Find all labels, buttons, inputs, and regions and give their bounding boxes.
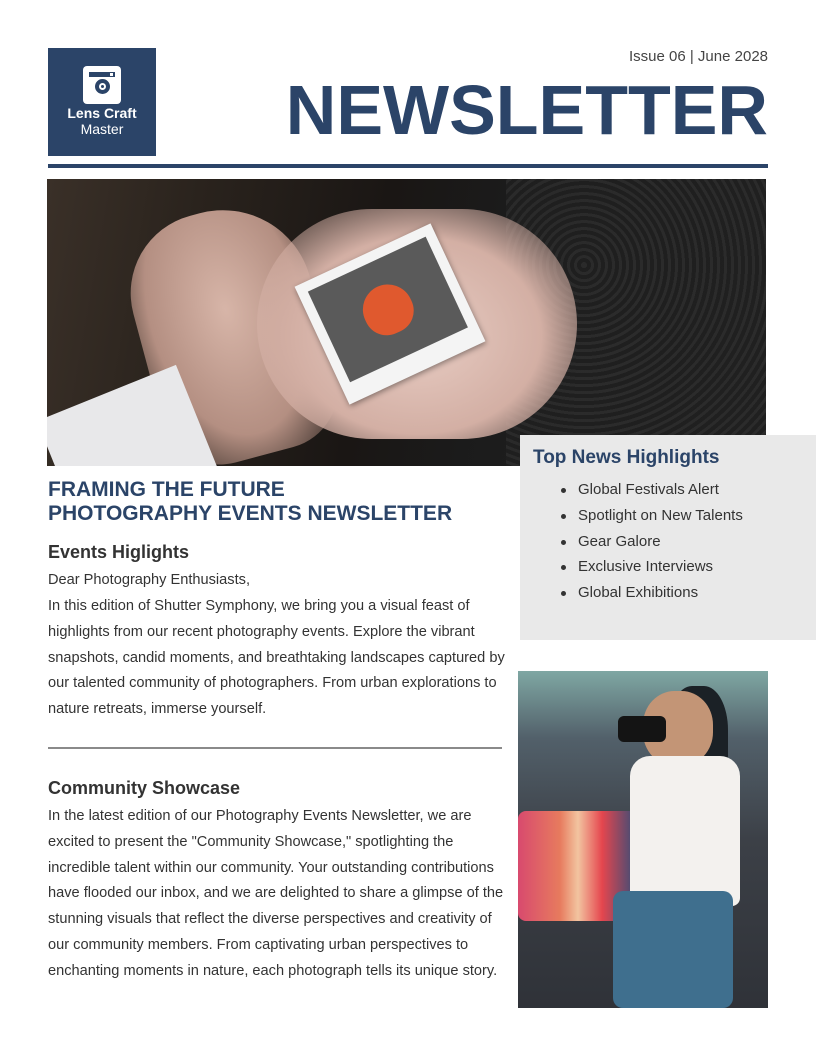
highlight-item: Spotlight on New Talents <box>561 503 803 529</box>
highlights-panel <box>520 435 816 640</box>
section-heading-community: Community Showcase <box>48 778 241 798</box>
heart-icon <box>355 276 421 342</box>
section-greeting: Dear Photography Enthusiasts, <box>48 572 250 588</box>
highlights-list <box>533 477 803 606</box>
logo <box>48 48 156 156</box>
section-heading-events: Events Higlights <box>48 542 190 562</box>
section-body-community: In the latest edition of our Photography Events Newsletter, we are excited to present the "Community Showcase," spotlighting the incredible talent within our community. Your outstanding contributions have flooded our inbox, and we are delighted to share a glimpse of the stunning visuals that reflect the diverse perspectives and creativity of our community members. From captivating urban perspectives to enchanting moments in nature, each photograph tells its unique story. <box>48 808 504 979</box>
masthead-title: NEWSLETTER <box>285 71 768 149</box>
highlight-item: Global Festivals Alert <box>561 477 803 503</box>
section-body-events: In this edition of Shutter Symphony, we bring you a visual feast of highlights from our recent photography events. Explore the vibrant snapshots, candid moments, and breathtaking landscapes captured by our talented community of photographers. From urban explorations to nature retreats, immerse yourself. <box>48 598 505 718</box>
hero-image <box>47 179 766 466</box>
article-title <box>48 478 508 526</box>
article-title-line1: FRAMING THE FUTURE <box>48 478 285 501</box>
header-divider <box>48 164 768 168</box>
logo-text-line1: Lens Craft <box>67 105 137 121</box>
highlight-item: Exclusive Interviews <box>561 554 803 580</box>
article-title-line2: PHOTOGRAPHY EVENTS NEWSLETTER <box>48 502 453 525</box>
camera-icon <box>83 66 121 104</box>
highlight-item: Gear Galore <box>561 529 803 555</box>
highlight-item: Global Exhibitions <box>561 580 803 606</box>
logo-text-line2: Master <box>80 121 124 137</box>
issue-date: Issue 06 | June 2028 <box>629 48 768 65</box>
photographer-image <box>518 671 768 1008</box>
section-divider <box>48 747 502 749</box>
camera-icon <box>618 716 666 742</box>
highlights-title: Top News Highlights <box>533 447 720 468</box>
